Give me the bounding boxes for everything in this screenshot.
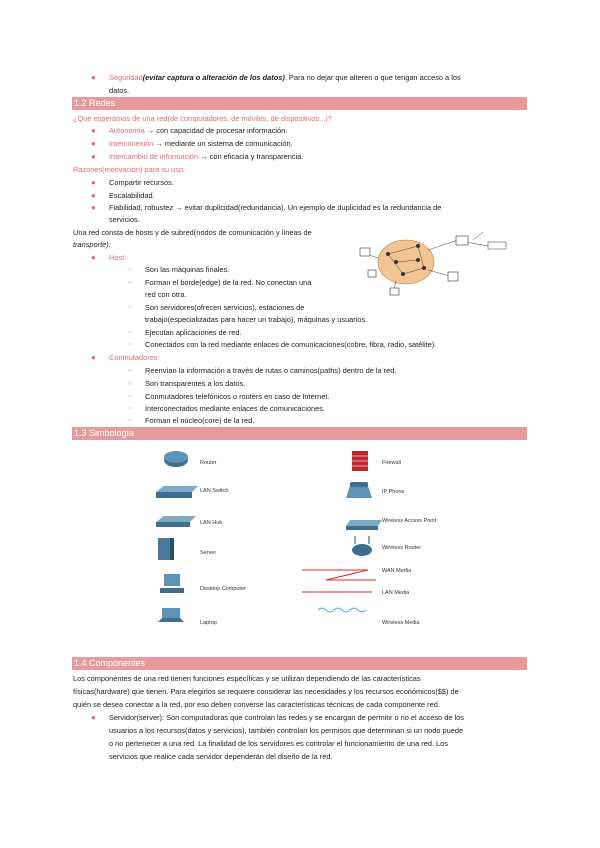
list-item: Son las máquinas finales. (145, 265, 230, 274)
item-term: Intercambio de información (109, 152, 199, 161)
servidor-line3: o no pertenecer a una red. La finalidad de los servidores es controlar el funcionamiento de una red. Los (109, 739, 448, 748)
laptop-icon (162, 608, 180, 619)
list-item: Forman el borde(edge) de la red. No conectan una (145, 278, 312, 287)
list-item: Interconectados mediante enlaces de comunicaciones. (145, 404, 325, 413)
seguridad-rest: . Para no dejar que alteren o que tengan acceso a los (284, 73, 461, 82)
seguridad-line2: datos. (109, 86, 130, 95)
section-title-simbologia: 1.3 Simbología (72, 427, 527, 440)
list-item: Forman el núcleo(core) de la red. (145, 416, 255, 425)
servidor-line4: servicios que realice cada servidor dependerán del diseño de la red. (109, 752, 333, 761)
circle-bullet-icon: ○ (128, 330, 132, 336)
circle-bullet-icon: ○ (128, 267, 132, 273)
bullet-icon: ● (91, 253, 96, 262)
circle-bullet-icon: ○ (128, 381, 132, 387)
list-item: Conectados con la red mediante enlaces de comunicaciones(cobre, fibra, radio, satélite). (145, 340, 437, 349)
wireless-router-icon (352, 544, 372, 556)
network-diagram (358, 226, 528, 296)
symbol-label: IP Phone (382, 489, 405, 495)
symbology-figure (150, 446, 450, 636)
symbol-label: WAN Media (382, 568, 412, 574)
symbol-label: Desktop Computer (200, 586, 246, 592)
componentes-line2: físicas(hardware) que tienen. Para elegirlos se requiere considerar las necesidades y los recursos económicos($$) de (73, 687, 459, 696)
list-item: Son transparentes a los datos. (145, 379, 246, 388)
commut-heading: Conmutadores: (109, 353, 160, 362)
lan-hub-icon (156, 516, 196, 522)
bullet-icon: ● (91, 191, 96, 200)
componentes-line3: quién se desea conectar a la red, por eso deben converse las características técnicas de cada componente red. (73, 700, 440, 709)
symbol-label: Wireless Media (382, 620, 420, 626)
desktop-icon (164, 574, 180, 586)
bullet-icon: ● (91, 713, 96, 722)
symbol-label: Wireless Router (382, 545, 422, 551)
item-term: Interconexión (109, 139, 154, 148)
symbol-label: Wireless Access Point (382, 518, 437, 524)
circle-bullet-icon: ○ (128, 368, 132, 374)
ip-phone-icon (346, 486, 372, 498)
wireless-ap-icon (346, 520, 382, 526)
wireless-media-wave (318, 608, 366, 612)
list-item: Conmutadores telefónicos o routers en caso de Internet. (145, 392, 330, 401)
list-item (109, 125, 287, 138)
section-title-componentes: 1.4 Componentes (72, 657, 527, 670)
circle-bullet-icon: ○ (128, 305, 132, 311)
servidor-line2: usuarios a los recursos(datos y servicios), también controlan los permisos que determinan si un nodo puede (109, 726, 464, 735)
item-rest: → con capacidad de procesar información. (144, 126, 288, 135)
list-item: Compartir recursos. (109, 178, 174, 187)
fiabilidad-line1: Fiabilidad, robustez → evitar duplicidad(redundancia). Un ejemplo de duplicidad es la redundancia de (109, 203, 442, 212)
fiabilidad-line2: servicios. (109, 215, 140, 224)
bullet-icon: ● (91, 139, 96, 148)
symbol-label: LAN Hub (200, 520, 223, 526)
item-rest: → con eficacia y transparencia. (198, 152, 304, 161)
wan-media-line (302, 570, 376, 580)
question: ¿Qué esperamos de una red(de computadores, de móviles, de dispositivos...)? (73, 114, 332, 123)
list-item: Ejecutan aplicaciones de red. (145, 328, 242, 337)
seguridad-line (109, 72, 461, 85)
consta-line1: Una red consta de hosts y de subred(nodos de comunicación y líneas de (73, 228, 312, 237)
servidor-line1: Servidor(server): Son computadoras que controlan las redes y se encargan de permitir o no el acceso de los (109, 713, 464, 722)
lan-switch-icon (156, 486, 198, 492)
list-item: trabajo(especializadas para hacer un trabajo), máquinas y usuarios. (145, 315, 368, 324)
seguridad-term: Seguridad (109, 73, 143, 82)
symbol-label: LAN Media (382, 590, 410, 596)
item-rest: → mediante un sistema de comunicación. (153, 139, 293, 148)
list-item (109, 151, 303, 164)
seguridad-paren: (evitar captura o alteración de los datos) (142, 73, 285, 82)
bullet-icon: ● (91, 203, 96, 212)
bullet-icon: ● (91, 178, 96, 187)
list-item: red con otra. (145, 290, 187, 299)
list-item: Escalabilidad. (109, 191, 155, 200)
server-icon (158, 538, 170, 560)
bullet-icon: ● (91, 73, 96, 82)
consta-line2: transporte): (73, 240, 111, 249)
network-cloud (378, 240, 434, 284)
reasons-heading: Razones(motivación) para su uso: (73, 165, 186, 174)
list-item: Son servidores(ofrecen servicios), estaciones de (145, 303, 305, 312)
circle-bullet-icon: ○ (128, 342, 132, 348)
list-item: Reenvían la información a través de rutas o caminos(paths) dentro de la red. (145, 366, 397, 375)
bullet-icon: ● (91, 152, 96, 161)
symbol-label: Router (200, 460, 217, 466)
section-title-redes: 1.2 Redes (72, 97, 527, 110)
symbol-label: LAN Switch (200, 488, 229, 494)
circle-bullet-icon: ○ (128, 394, 132, 400)
bullet-icon: ● (91, 353, 96, 362)
host-heading: Host: (109, 253, 127, 262)
circle-bullet-icon: ○ (128, 280, 132, 286)
list-item (109, 138, 293, 151)
componentes-line1: Los componentes de una red tienen funciones específicas y se utilizan dependiendo de las características (73, 674, 421, 683)
symbol-label: Server (200, 550, 217, 556)
bullet-icon: ● (91, 126, 96, 135)
circle-bullet-icon: ○ (128, 418, 132, 424)
item-term: Autonomía (109, 126, 145, 135)
symbol-label: Firewall (382, 460, 401, 466)
circle-bullet-icon: ○ (128, 406, 132, 412)
symbol-label: Laptop (200, 620, 217, 626)
